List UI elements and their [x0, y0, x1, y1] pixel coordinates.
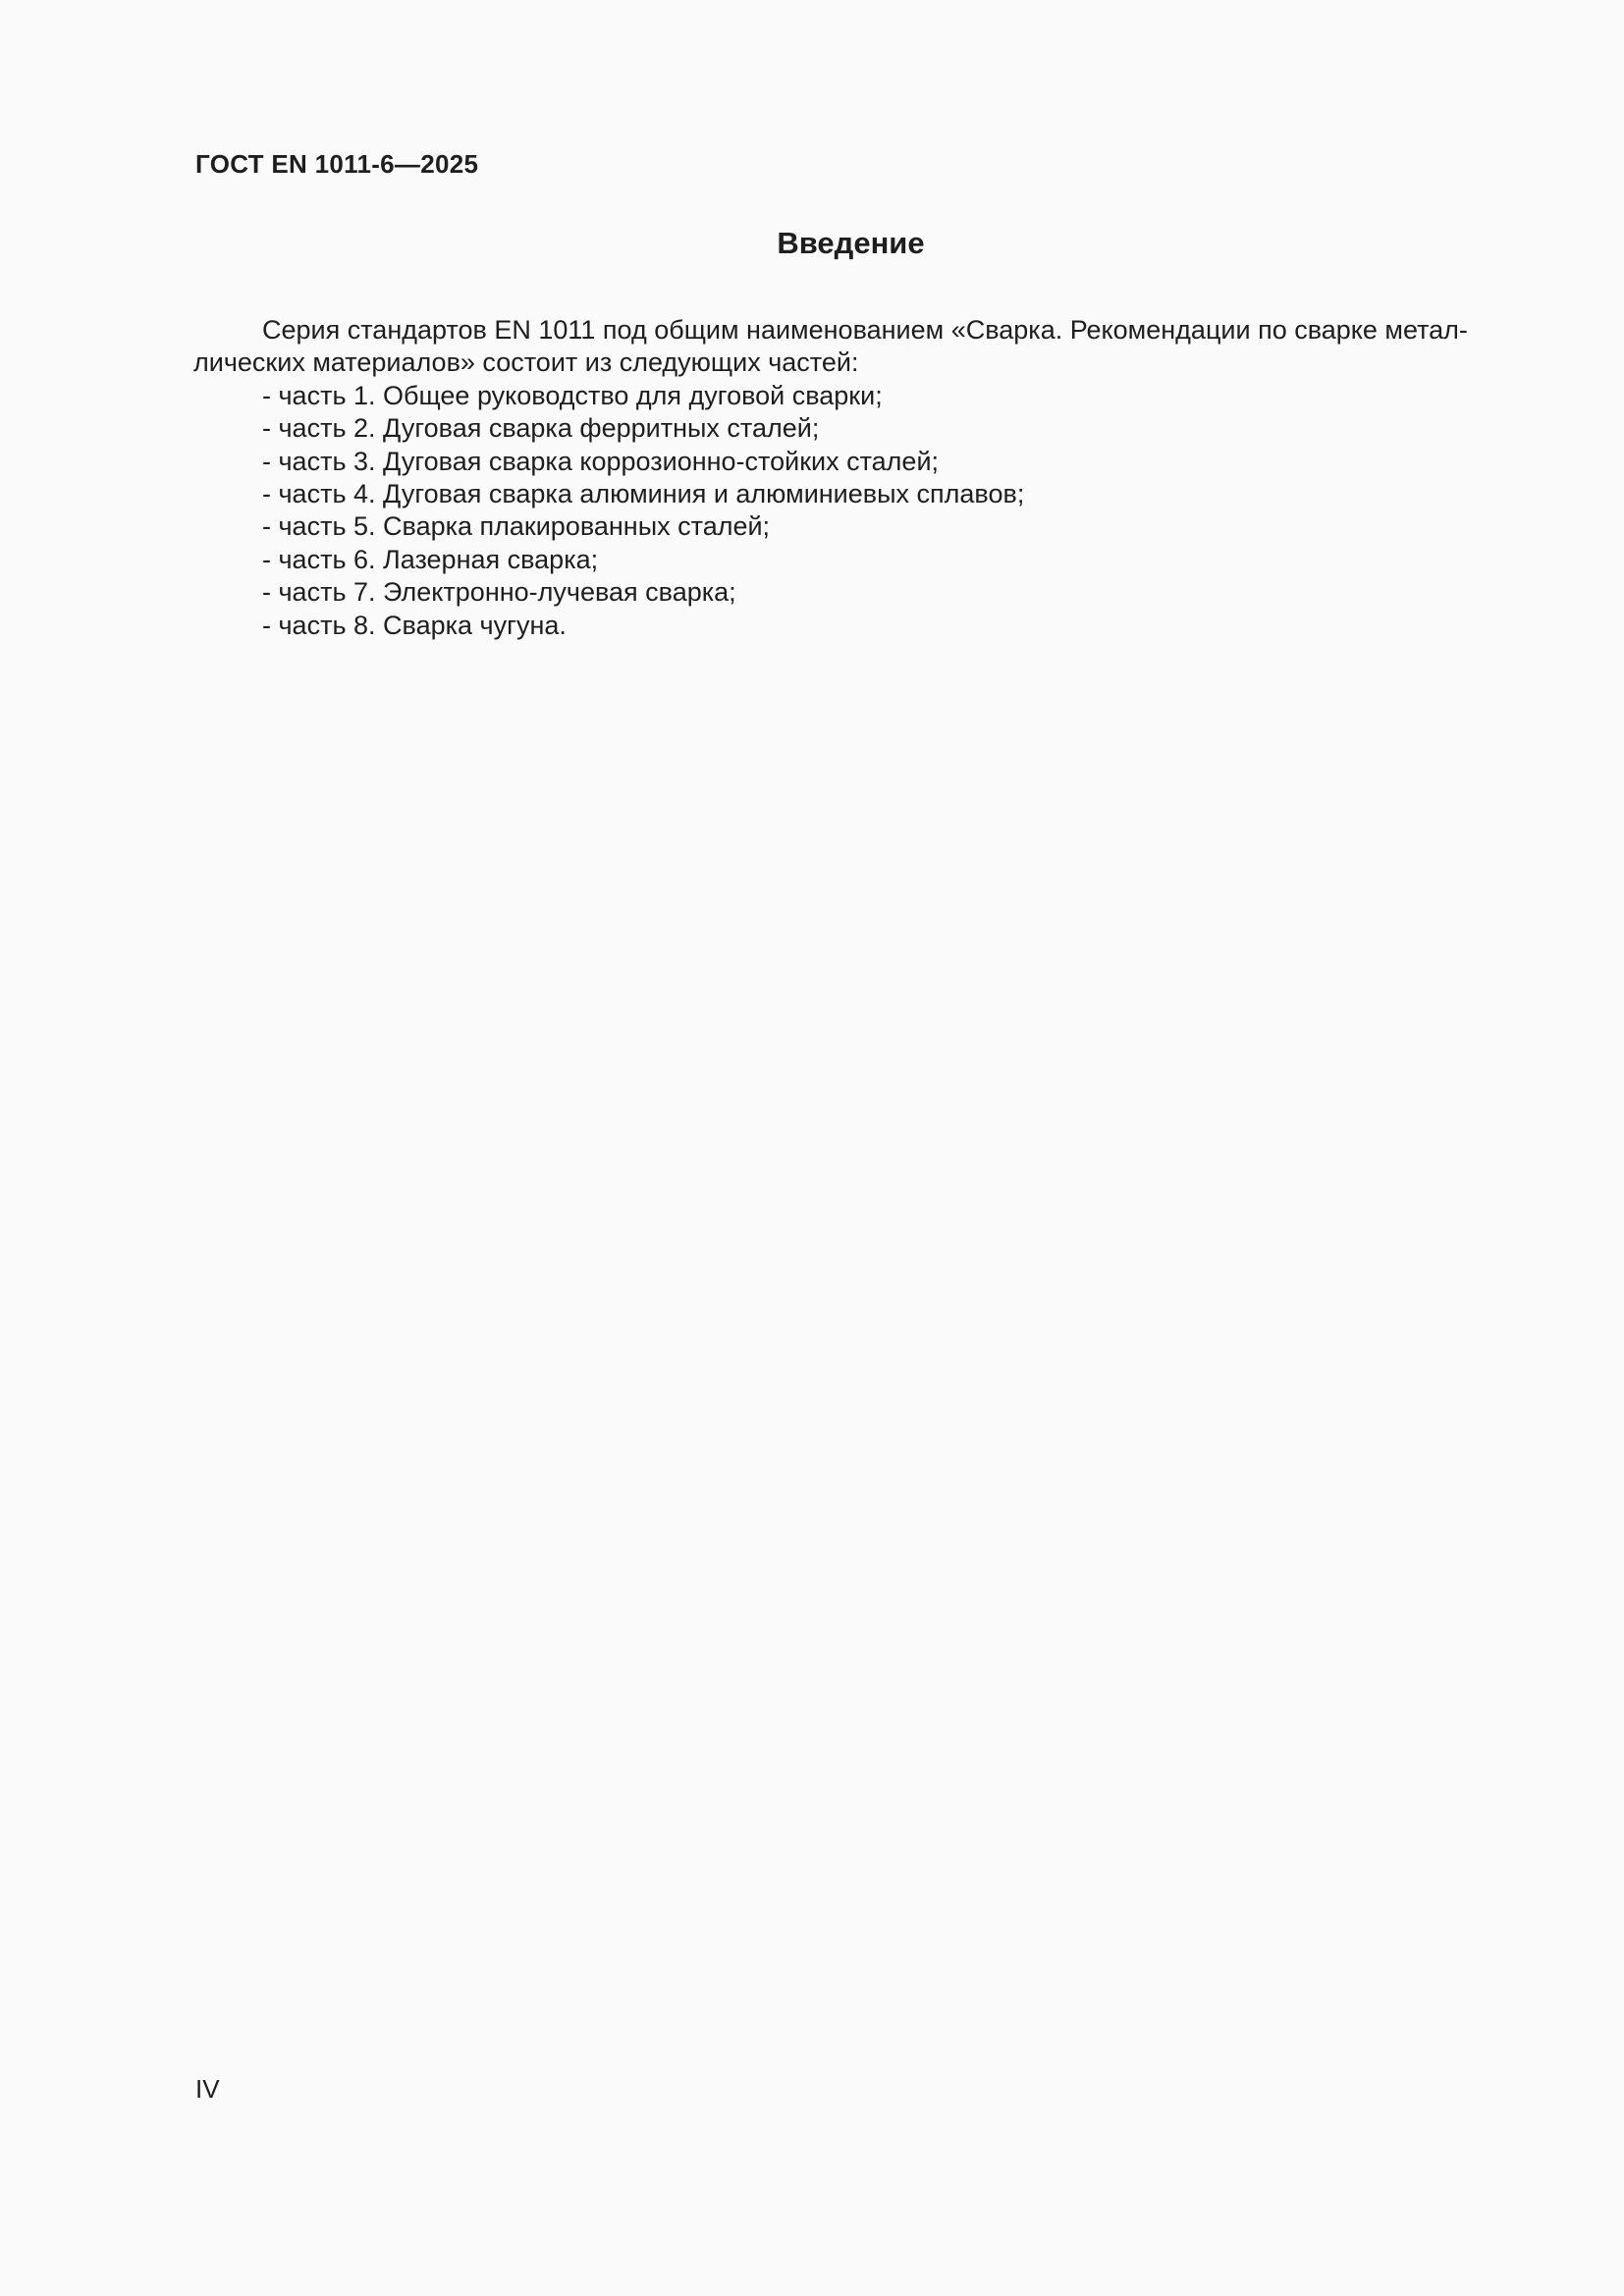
document-code-header: ГОСТ EN 1011-6—2025 — [195, 149, 479, 179]
intro-paragraph-line-2: лических материалов» состоит из следующих частей: — [193, 347, 859, 378]
standard-parts-list — [193, 380, 1509, 642]
list-item-part-2: - часть 2. Дуговая сварка ферритных сталей; — [262, 413, 820, 444]
list-item-part-7: - часть 7. Электронно-лучевая сварка; — [262, 577, 736, 608]
section-title: Введение — [777, 226, 925, 260]
list-item-part-3: - часть 3. Дуговая сварка коррозионно-стойких сталей; — [262, 446, 940, 476]
intro-paragraph-line-1: Серия стандартов EN 1011 под общим наименованием «Сварка. Рекомендации по сварке метал- — [262, 315, 1468, 345]
list-item-part-5: - часть 5. Сварка плакированных сталей; — [262, 511, 771, 542]
list-item-part-6: - часть 6. Лазерная сварка; — [262, 544, 599, 574]
list-item-part-1: - часть 1. Общее руководство для дуговой сварки; — [262, 380, 883, 410]
introduction-body — [193, 314, 1509, 642]
list-item-part-4: - часть 4. Дуговая сварка алюминия и алюминиевых сплавов; — [262, 479, 1025, 509]
page-number: IV — [195, 2074, 220, 2104]
list-item-part-8: - часть 8. Сварка чугуна. — [262, 610, 567, 640]
